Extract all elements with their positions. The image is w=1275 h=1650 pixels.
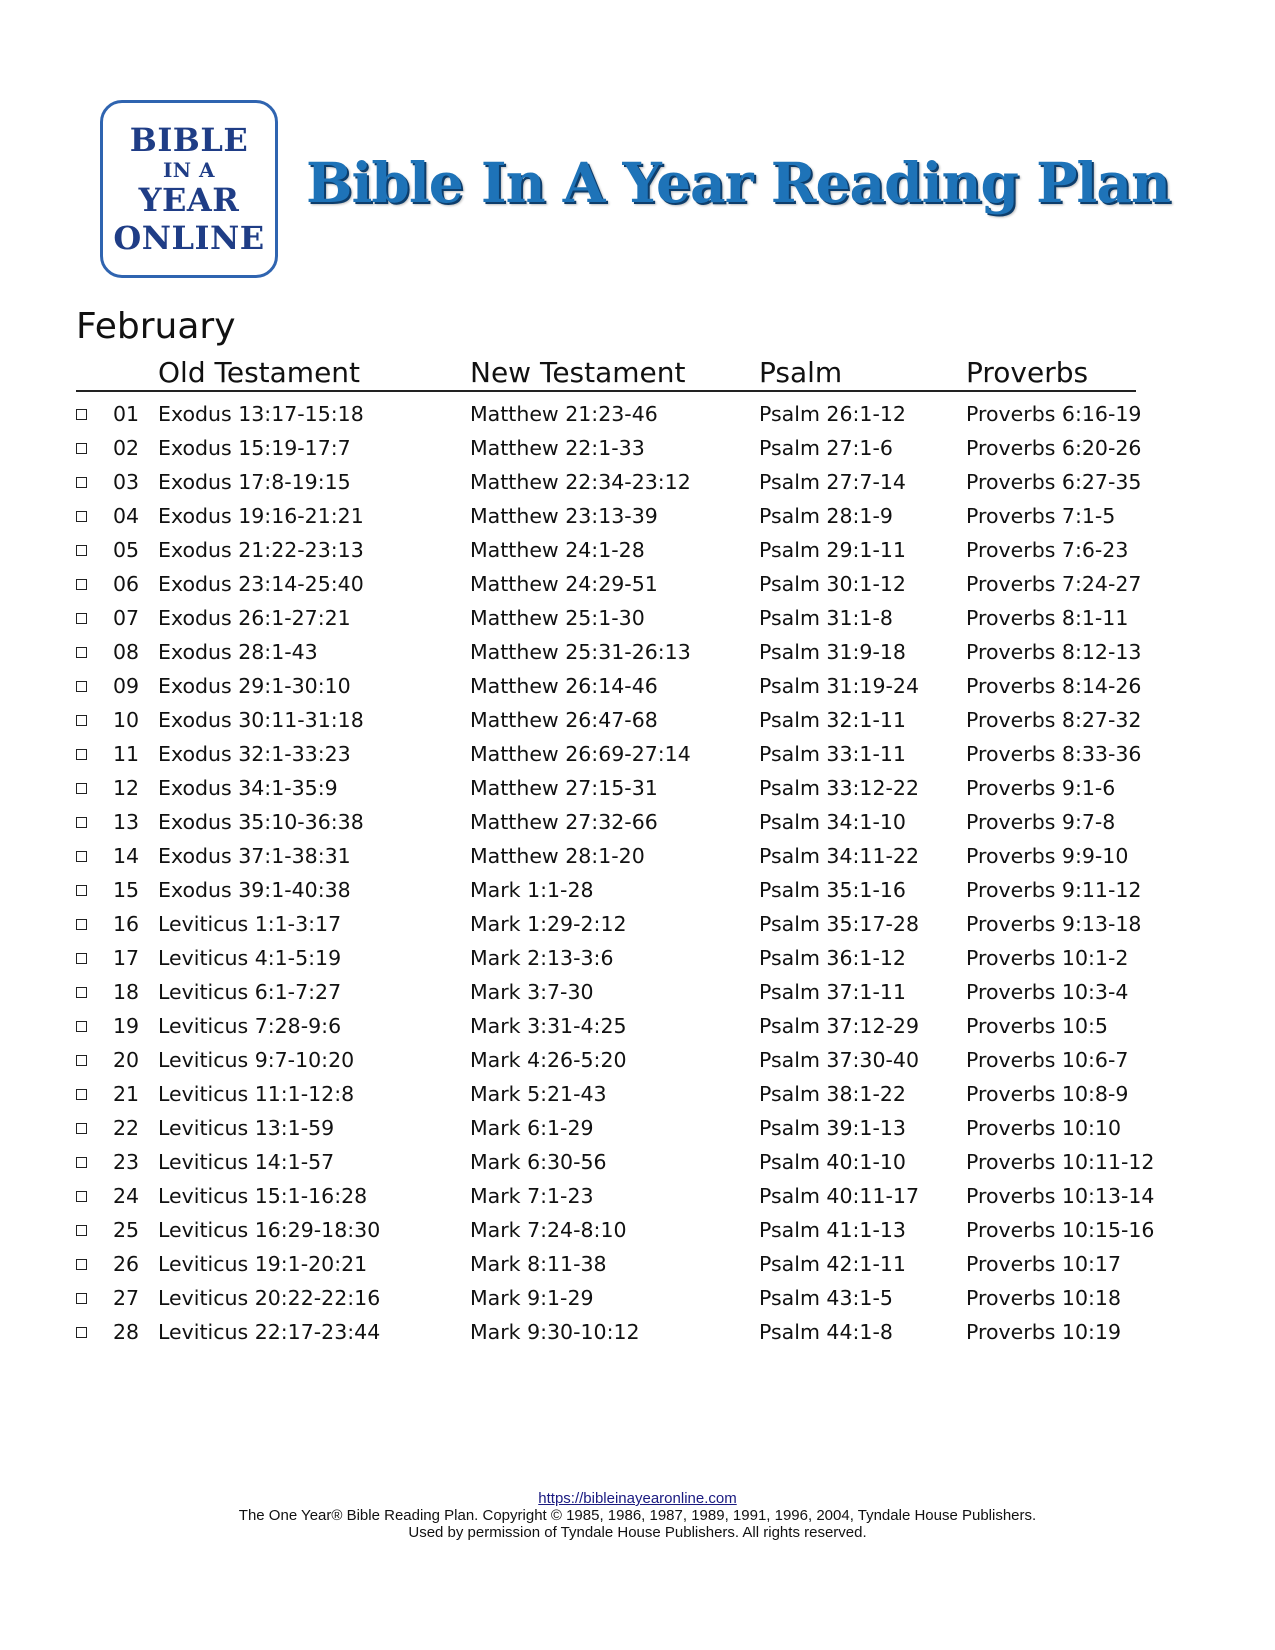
checkbox[interactable]: [76, 851, 87, 862]
table-row: [76, 772, 1166, 806]
psalm-reading: Psalm 35:17-28: [759, 912, 919, 936]
new-testament-reading: Mark 3:31-4:25: [470, 1014, 627, 1038]
day-number: 12: [113, 776, 140, 800]
proverbs-reading: Proverbs 10:10: [966, 1116, 1121, 1140]
new-testament-reading: Matthew 24:29-51: [470, 572, 658, 596]
checkbox[interactable]: [76, 919, 87, 930]
psalm-reading: Psalm 37:12-29: [759, 1014, 919, 1038]
day-number: 01: [113, 402, 140, 426]
table-row: [76, 1248, 1166, 1282]
old-testament-reading: Leviticus 19:1-20:21: [158, 1252, 368, 1276]
checkbox[interactable]: [76, 1259, 87, 1270]
checkbox[interactable]: [76, 749, 87, 760]
table-row: [76, 1214, 1166, 1248]
old-testament-reading: Exodus 32:1-33:23: [158, 742, 351, 766]
header-new-testament: New Testament: [470, 356, 686, 389]
checkbox[interactable]: [76, 885, 87, 896]
checkbox[interactable]: [76, 1055, 87, 1066]
psalm-reading: Psalm 37:30-40: [759, 1048, 919, 1072]
checkbox[interactable]: [76, 443, 87, 454]
psalm-reading: Psalm 44:1-8: [759, 1320, 893, 1344]
checkbox[interactable]: [76, 1021, 87, 1032]
proverbs-reading: Proverbs 10:18: [966, 1286, 1121, 1310]
table-row: [76, 1180, 1166, 1214]
checkbox[interactable]: [76, 647, 87, 658]
checkbox[interactable]: [76, 1123, 87, 1134]
day-number: 14: [113, 844, 140, 868]
day-number: 19: [113, 1014, 140, 1038]
old-testament-reading: Leviticus 13:1-59: [158, 1116, 335, 1140]
logo-line-4: ONLINE: [113, 219, 265, 257]
month-heading: February: [76, 306, 236, 347]
psalm-reading: Psalm 39:1-13: [759, 1116, 906, 1140]
new-testament-reading: Matthew 26:69-27:14: [470, 742, 691, 766]
old-testament-reading: Leviticus 22:17-23:44: [158, 1320, 381, 1344]
proverbs-reading: Proverbs 8:33-36: [966, 742, 1142, 766]
new-testament-reading: Matthew 27:15-31: [470, 776, 658, 800]
new-testament-reading: Matthew 25:1-30: [470, 606, 645, 630]
header-psalm: Psalm: [759, 356, 843, 389]
proverbs-reading: Proverbs 8:1-11: [966, 606, 1129, 630]
proverbs-reading: Proverbs 7:6-23: [966, 538, 1129, 562]
table-row: [76, 534, 1166, 568]
checkbox[interactable]: [76, 477, 87, 488]
checkbox[interactable]: [76, 613, 87, 624]
day-number: 25: [113, 1218, 140, 1242]
day-number: 23: [113, 1150, 140, 1174]
day-number: 02: [113, 436, 140, 460]
header-old-testament: Old Testament: [158, 356, 361, 389]
table-row: [76, 568, 1166, 602]
proverbs-reading: Proverbs 10:5: [966, 1014, 1108, 1038]
old-testament-reading: Exodus 35:10-36:38: [158, 810, 364, 834]
psalm-reading: Psalm 34:1-10: [759, 810, 906, 834]
logo-line-3: YEAR: [138, 181, 240, 219]
psalm-reading: Psalm 31:9-18: [759, 640, 906, 664]
checkbox[interactable]: [76, 681, 87, 692]
checkbox[interactable]: [76, 715, 87, 726]
psalm-reading: Psalm 34:11-22: [759, 844, 919, 868]
proverbs-reading: Proverbs 9:7-8: [966, 810, 1116, 834]
table-row: [76, 1282, 1166, 1316]
psalm-reading: Psalm 27:7-14: [759, 470, 906, 494]
new-testament-reading: Mark 6:30-56: [470, 1150, 607, 1174]
proverbs-reading: Proverbs 10:8-9: [966, 1082, 1129, 1106]
reading-table: [76, 398, 1166, 1350]
day-number: 04: [113, 504, 140, 528]
table-row: [76, 466, 1166, 500]
website-link[interactable]: https://bibleinayearonline.com: [538, 1490, 737, 1507]
proverbs-reading: Proverbs 8:14-26: [966, 674, 1142, 698]
new-testament-reading: Matthew 21:23-46: [470, 402, 658, 426]
proverbs-reading: Proverbs 6:20-26: [966, 436, 1142, 460]
checkbox[interactable]: [76, 817, 87, 828]
checkbox[interactable]: [76, 579, 87, 590]
table-row: [76, 602, 1166, 636]
checkbox[interactable]: [76, 545, 87, 556]
day-number: 05: [113, 538, 140, 562]
day-number: 15: [113, 878, 140, 902]
checkbox[interactable]: [76, 1293, 87, 1304]
table-row: [76, 1010, 1166, 1044]
old-testament-reading: Leviticus 9:7-10:20: [158, 1048, 355, 1072]
day-number: 26: [113, 1252, 140, 1276]
proverbs-reading: Proverbs 7:1-5: [966, 504, 1116, 528]
old-testament-reading: Leviticus 7:28-9:6: [158, 1014, 342, 1038]
table-row: [76, 874, 1166, 908]
table-row: [76, 1316, 1166, 1350]
proverbs-reading: Proverbs 6:27-35: [966, 470, 1142, 494]
new-testament-reading: Mark 2:13-3:6: [470, 946, 614, 970]
new-testament-reading: Mark 6:1-29: [470, 1116, 594, 1140]
old-testament-reading: Exodus 23:14-25:40: [158, 572, 364, 596]
psalm-reading: Psalm 32:1-11: [759, 708, 906, 732]
new-testament-reading: Mark 8:11-38: [470, 1252, 607, 1276]
psalm-reading: Psalm 31:19-24: [759, 674, 919, 698]
checkbox[interactable]: [76, 1157, 87, 1168]
day-number: 28: [113, 1320, 140, 1344]
old-testament-reading: Exodus 21:22-23:13: [158, 538, 364, 562]
new-testament-reading: Matthew 28:1-20: [470, 844, 645, 868]
header-proverbs: Proverbs: [966, 356, 1089, 389]
day-number: 20: [113, 1048, 140, 1072]
day-number: 13: [113, 810, 140, 834]
day-number: 17: [113, 946, 140, 970]
new-testament-reading: Matthew 22:34-23:12: [470, 470, 691, 494]
psalm-reading: Psalm 40:1-10: [759, 1150, 906, 1174]
psalm-reading: Psalm 41:1-13: [759, 1218, 906, 1242]
old-testament-reading: Exodus 26:1-27:21: [158, 606, 351, 630]
day-number: 27: [113, 1286, 140, 1310]
old-testament-reading: Leviticus 11:1-12:8: [158, 1082, 355, 1106]
old-testament-reading: Leviticus 4:1-5:19: [158, 946, 342, 970]
old-testament-reading: Leviticus 6:1-7:27: [158, 980, 342, 1004]
column-headers: [76, 356, 1136, 392]
psalm-reading: Psalm 33:12-22: [759, 776, 919, 800]
psalm-reading: Psalm 29:1-11: [759, 538, 906, 562]
psalm-reading: Psalm 27:1-6: [759, 436, 893, 460]
checkbox[interactable]: [76, 783, 87, 794]
new-testament-reading: Matthew 23:13-39: [470, 504, 658, 528]
new-testament-reading: Mark 7:24-8:10: [470, 1218, 627, 1242]
day-number: 06: [113, 572, 140, 596]
old-testament-reading: Exodus 34:1-35:9: [158, 776, 338, 800]
day-number: 22: [113, 1116, 140, 1140]
proverbs-reading: Proverbs 10:13-14: [966, 1184, 1155, 1208]
table-row: [76, 976, 1166, 1010]
psalm-reading: Psalm 28:1-9: [759, 504, 893, 528]
table-row: [76, 942, 1166, 976]
psalm-reading: Psalm 26:1-12: [759, 402, 906, 426]
day-number: 24: [113, 1184, 140, 1208]
day-number: 09: [113, 674, 140, 698]
checkbox[interactable]: [76, 1327, 87, 1338]
new-testament-reading: Mark 1:1-28: [470, 878, 594, 902]
logo: [100, 100, 278, 278]
old-testament-reading: Leviticus 14:1-57: [158, 1150, 335, 1174]
old-testament-reading: Exodus 29:1-30:10: [158, 674, 351, 698]
page-title: Bible In A Year Reading Plan: [306, 150, 1170, 215]
psalm-reading: Psalm 33:1-11: [759, 742, 906, 766]
psalm-reading: Psalm 37:1-11: [759, 980, 906, 1004]
psalm-reading: Psalm 43:1-5: [759, 1286, 893, 1310]
day-number: 08: [113, 640, 140, 664]
proverbs-reading: Proverbs 10:6-7: [966, 1048, 1129, 1072]
psalm-reading: Psalm 38:1-22: [759, 1082, 906, 1106]
day-number: 07: [113, 606, 140, 630]
checkbox[interactable]: [76, 511, 87, 522]
logo-line-1: BIBLE: [129, 121, 249, 159]
proverbs-reading: Proverbs 9:13-18: [966, 912, 1142, 936]
proverbs-reading: Proverbs 10:3-4: [966, 980, 1129, 1004]
psalm-reading: Psalm 35:1-16: [759, 878, 906, 902]
new-testament-reading: Mark 5:21-43: [470, 1082, 607, 1106]
proverbs-reading: Proverbs 10:15-16: [966, 1218, 1155, 1242]
day-number: 11: [113, 742, 140, 766]
proverbs-reading: Proverbs 6:16-19: [966, 402, 1142, 426]
new-testament-reading: Mark 9:1-29: [470, 1286, 594, 1310]
table-row: [76, 636, 1166, 670]
table-row: [76, 398, 1166, 432]
day-number: 16: [113, 912, 140, 936]
psalm-reading: Psalm 36:1-12: [759, 946, 906, 970]
old-testament-reading: Exodus 15:19-17:7: [158, 436, 351, 460]
table-row: [76, 1044, 1166, 1078]
old-testament-reading: Exodus 13:17-15:18: [158, 402, 364, 426]
table-row: [76, 840, 1166, 874]
proverbs-reading: Proverbs 10:19: [966, 1320, 1121, 1344]
day-number: 10: [113, 708, 140, 732]
copyright-line: The One Year® Bible Reading Plan. Copyright © 1985, 1986, 1987, 1989, 1991, 1996, 2004, Tyndale House Publishers.: [238, 1507, 1037, 1524]
new-testament-reading: Mark 4:26-5:20: [470, 1048, 627, 1072]
checkbox[interactable]: [76, 1225, 87, 1236]
table-row: [76, 1146, 1166, 1180]
new-testament-reading: Mark 3:7-30: [470, 980, 594, 1004]
new-testament-reading: Matthew 24:1-28: [470, 538, 645, 562]
checkbox[interactable]: [76, 409, 87, 420]
psalm-reading: Psalm 30:1-12: [759, 572, 906, 596]
new-testament-reading: Matthew 26:14-46: [470, 674, 658, 698]
new-testament-reading: Mark 7:1-23: [470, 1184, 594, 1208]
permission-line: Used by permission of Tyndale House Publishers. All rights reserved.: [408, 1524, 867, 1541]
checkbox[interactable]: [76, 1191, 87, 1202]
table-row: [76, 1112, 1166, 1146]
old-testament-reading: Exodus 30:11-31:18: [158, 708, 364, 732]
day-number: 21: [113, 1082, 140, 1106]
old-testament-reading: Exodus 37:1-38:31: [158, 844, 351, 868]
old-testament-reading: Leviticus 16:29-18:30: [158, 1218, 381, 1242]
psalm-reading: Psalm 40:11-17: [759, 1184, 919, 1208]
proverbs-reading: Proverbs 10:1-2: [966, 946, 1129, 970]
proverbs-reading: Proverbs 8:27-32: [966, 708, 1142, 732]
old-testament-reading: Leviticus 1:1-3:17: [158, 912, 342, 936]
day-number: 03: [113, 470, 140, 494]
table-row: [76, 738, 1166, 772]
proverbs-reading: Proverbs 9:9-10: [966, 844, 1129, 868]
old-testament-reading: Exodus 39:1-40:38: [158, 878, 351, 902]
proverbs-reading: Proverbs 9:1-6: [966, 776, 1116, 800]
new-testament-reading: Mark 9:30-10:12: [470, 1320, 640, 1344]
proverbs-reading: Proverbs 10:17: [966, 1252, 1121, 1276]
new-testament-reading: Matthew 26:47-68: [470, 708, 658, 732]
table-row: [76, 704, 1166, 738]
checkbox[interactable]: [76, 987, 87, 998]
new-testament-reading: Matthew 25:31-26:13: [470, 640, 691, 664]
new-testament-reading: Matthew 22:1-33: [470, 436, 645, 460]
psalm-reading: Psalm 42:1-11: [759, 1252, 906, 1276]
footer: [0, 1490, 1275, 1541]
proverbs-reading: Proverbs 9:11-12: [966, 878, 1142, 902]
table-row: [76, 500, 1166, 534]
logo-line-2: IN A: [162, 158, 216, 182]
proverbs-reading: Proverbs 7:24-27: [966, 572, 1142, 596]
new-testament-reading: Mark 1:29-2:12: [470, 912, 627, 936]
checkbox[interactable]: [76, 1089, 87, 1100]
table-row: [76, 1078, 1166, 1112]
table-row: [76, 670, 1166, 704]
old-testament-reading: Leviticus 15:1-16:28: [158, 1184, 368, 1208]
checkbox[interactable]: [76, 953, 87, 964]
old-testament-reading: Exodus 17:8-19:15: [158, 470, 351, 494]
new-testament-reading: Matthew 27:32-66: [470, 810, 658, 834]
proverbs-reading: Proverbs 8:12-13: [966, 640, 1142, 664]
old-testament-reading: Exodus 19:16-21:21: [158, 504, 364, 528]
day-number: 18: [113, 980, 140, 1004]
table-row: [76, 806, 1166, 840]
proverbs-reading: Proverbs 10:11-12: [966, 1150, 1155, 1174]
old-testament-reading: Exodus 28:1-43: [158, 640, 318, 664]
table-row: [76, 432, 1166, 466]
old-testament-reading: Leviticus 20:22-22:16: [158, 1286, 381, 1310]
table-row: [76, 908, 1166, 942]
psalm-reading: Psalm 31:1-8: [759, 606, 893, 630]
